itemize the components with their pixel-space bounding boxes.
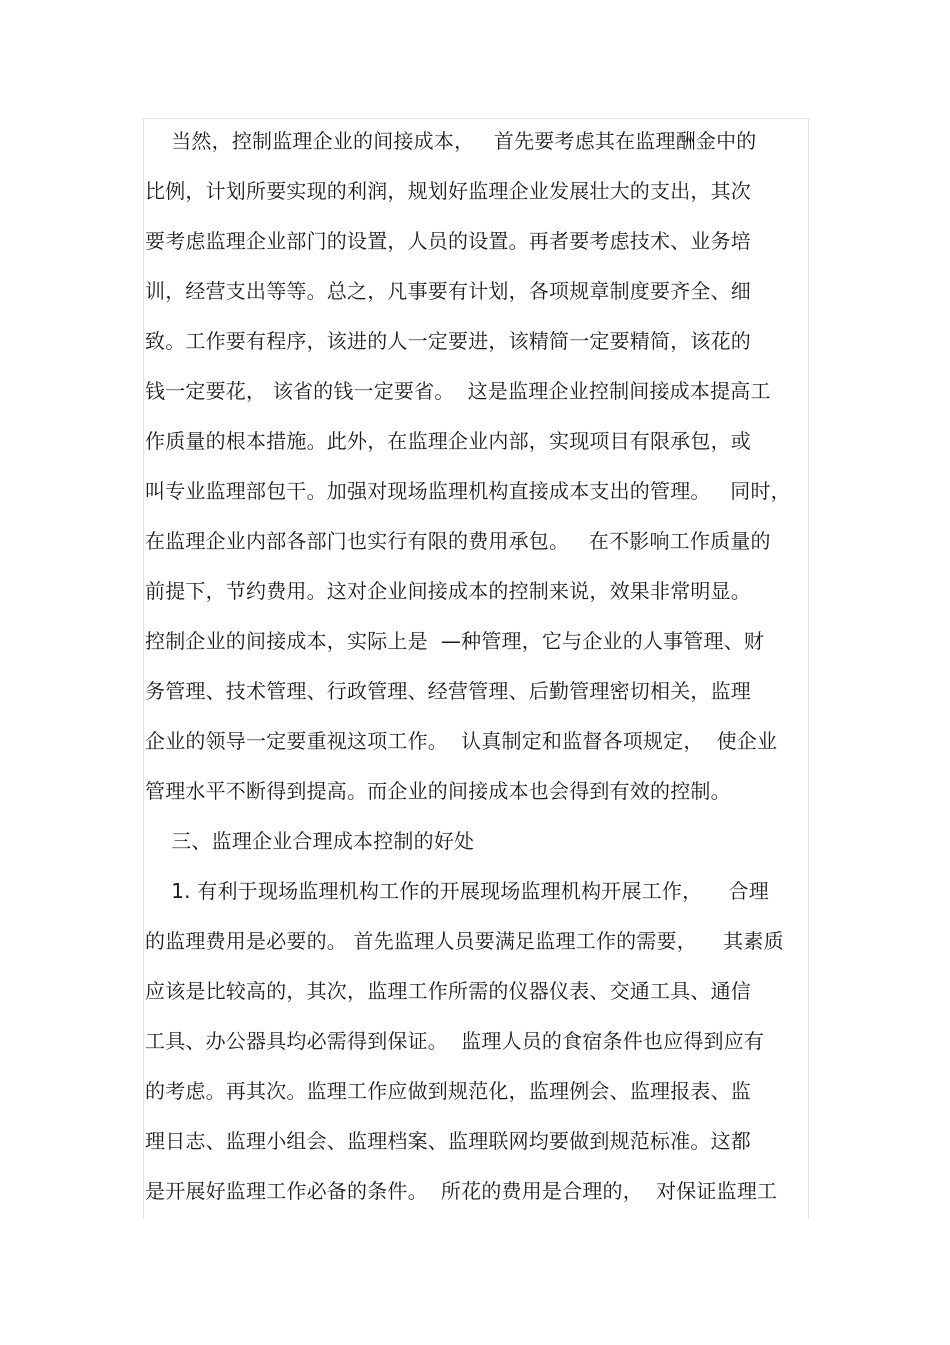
text-line: 工具、办公器具均必需得到保证。 监理人员的食宿条件也应得到应有 bbox=[145, 1029, 765, 1053]
text-line: 要考虑监理企业部门的设置，人员的设置。再者要考虑技术、业务培 bbox=[145, 229, 751, 253]
text-line: 是开展好监理工作必备的条件。 所花的费用是合理的， 对保证监理工 bbox=[145, 1179, 778, 1203]
text-line: 钱一定要花， 该省的钱一定要省。 这是监理企业控制间接成本提高工 bbox=[145, 379, 771, 403]
section-heading: 三、监理企业合理成本控制的好处 bbox=[145, 829, 475, 853]
text-line: 作质量的根本措施。此外，在监理企业内部，实现项目有限承包，或 bbox=[145, 429, 751, 453]
text-line: 在监理企业内部各部门也实行有限的费用承包。 在不影响工作质量的 bbox=[145, 529, 771, 553]
text-line: 致。工作要有程序，该进的人一定要进，该精简一定要精简，该花的 bbox=[145, 329, 751, 353]
text-line: 理日志、监理小组会、监理档案、监理联网均要做到规范标准。这都 bbox=[145, 1129, 751, 1153]
text-line: 的考虑。再其次。监理工作应做到规范化，监理例会、监理报表、监 bbox=[145, 1079, 751, 1103]
text-line: 控制企业的间接成本，实际上是 —种管理，它与企业的人事管理、财 bbox=[145, 629, 765, 653]
text-line: 比例，计划所要实现的利润，规划好监理企业发展壮大的支出，其次 bbox=[145, 179, 751, 203]
text-line: 训，经营支出等等。总之，凡事要有计划，各项规章制度要齐全、细 bbox=[145, 279, 751, 303]
text-line: 应该是比较高的，其次，监理工作所需的仪器仪表、交通工具、通信 bbox=[145, 979, 751, 1003]
text-line: 1. 有利于现场监理机构工作的开展现场监理机构开展工作， 合理 bbox=[145, 879, 769, 903]
text-line: 当然，控制监理企业的间接成本， 首先要考虑其在监理酬金中的 bbox=[145, 129, 757, 153]
text-line: 管理水平不断得到提高。而企业的间接成本也会得到有效的控制。 bbox=[145, 779, 731, 803]
text-line: 企业的领导一定要重视这项工作。 认真制定和监督各项规定， 使企业 bbox=[145, 729, 778, 753]
text-line: 叫专业监理部包干。加强对现场监理机构直接成本支出的管理。 同时， bbox=[145, 479, 791, 503]
text-line: 务管理、技术管理、行政管理、经营管理、后勤管理密切相关，监理 bbox=[145, 679, 751, 703]
text-line: 的监理费用是必要的。 首先监理人员要满足监理工作的需要， 其素质 bbox=[145, 929, 784, 953]
text-line: 前提下，节约费用。这对企业间接成本的控制来说，效果非常明显。 bbox=[145, 579, 751, 603]
